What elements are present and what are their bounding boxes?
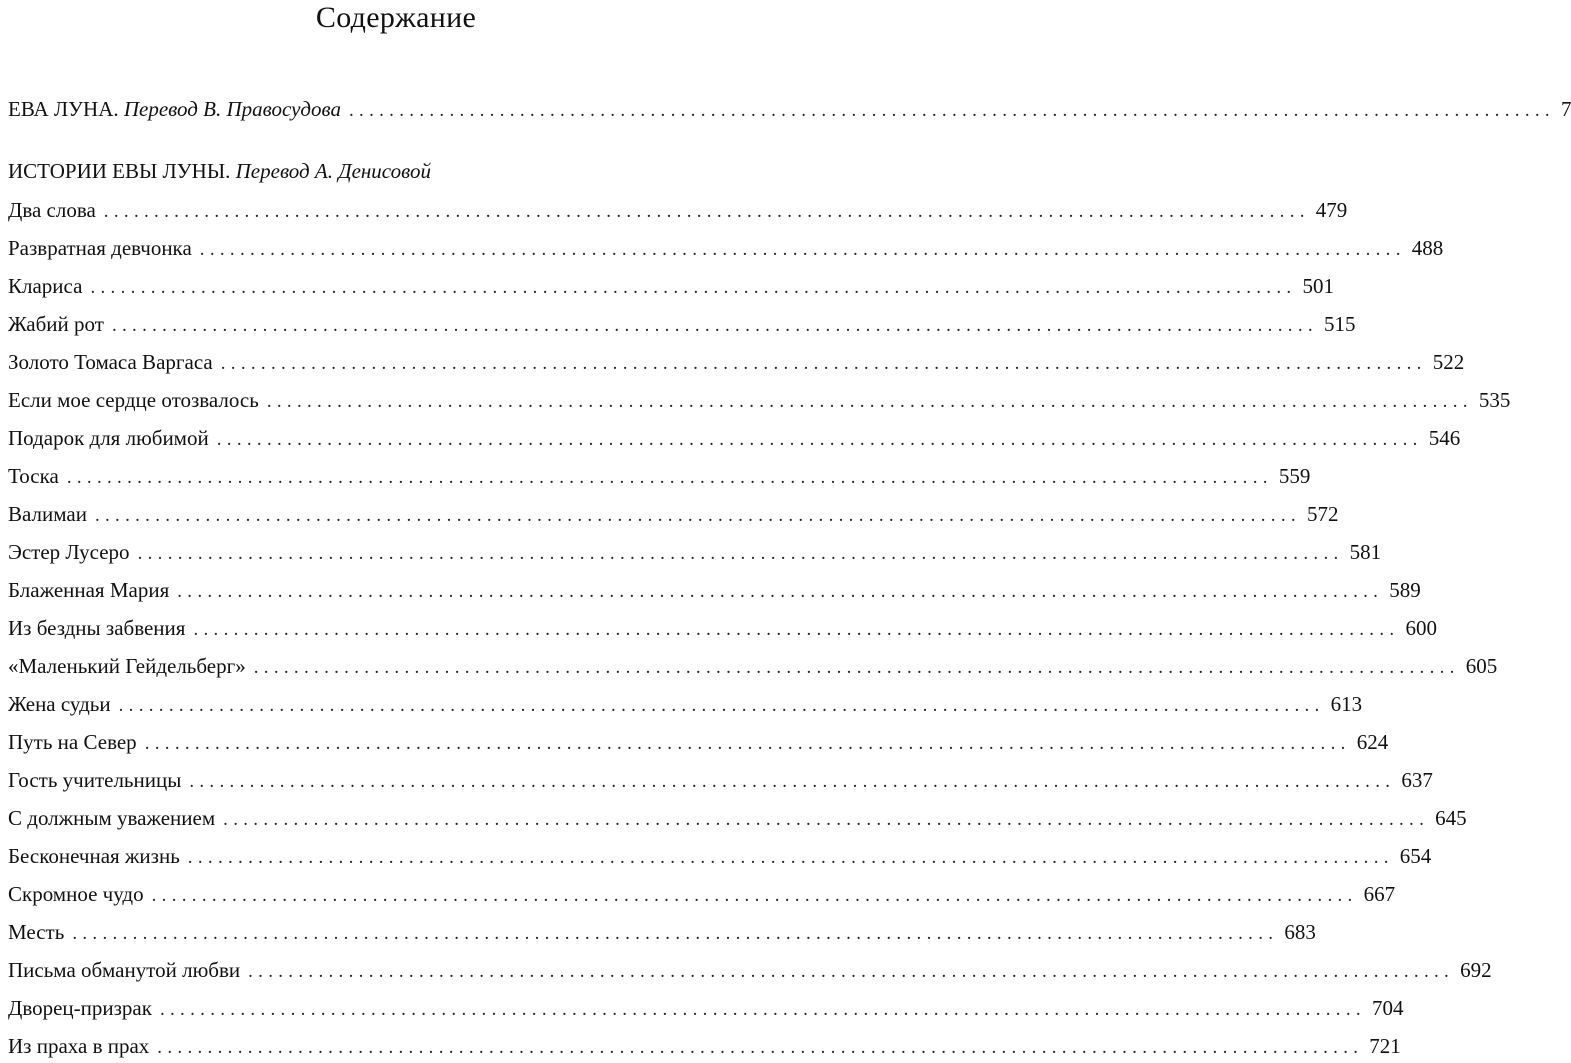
dot-leader: ........................................................................................................................ bbox=[348, 100, 1555, 121]
page-number: 501 bbox=[1302, 274, 1334, 298]
page-number: 637 bbox=[1401, 768, 1433, 792]
page-number: 522 bbox=[1432, 350, 1465, 374]
entry-title: «Маленький Гейдельберг» bbox=[8, 654, 246, 678]
dot-leader: ........................................................................................................................ bbox=[111, 315, 1318, 336]
entry-title: Золото Томаса Варгаса bbox=[8, 350, 213, 374]
page-number: 535 bbox=[1478, 388, 1511, 412]
page-number: 559 bbox=[1278, 464, 1311, 488]
dot-leader: ........................................................................................................................ bbox=[248, 961, 1455, 982]
toc-entry[interactable] bbox=[8, 537, 1382, 567]
page-number: 572 bbox=[1306, 502, 1339, 526]
dot-leader: ........................................................................................................................ bbox=[103, 201, 1310, 222]
toc-entry[interactable] bbox=[8, 309, 1356, 339]
dot-leader: ........................................................................................................................ bbox=[193, 619, 1400, 640]
entry-title: Месть bbox=[8, 920, 65, 944]
toc-entry[interactable] bbox=[8, 803, 1467, 833]
toc-entry[interactable] bbox=[8, 195, 1348, 225]
entry-title bbox=[8, 94, 349, 124]
toc-entry[interactable] bbox=[8, 385, 1511, 415]
section-title: ИСТОРИИ ЕВЫ ЛУНЫ. bbox=[8, 159, 231, 183]
toc-entry[interactable] bbox=[8, 499, 1339, 529]
toc-entry[interactable] bbox=[8, 575, 1421, 605]
toc-entry[interactable] bbox=[8, 917, 1316, 947]
entry-title: Бесконечная жизнь bbox=[8, 844, 180, 868]
page-number: 667 bbox=[1363, 882, 1396, 906]
dot-leader: ........................................................................................................................ bbox=[72, 923, 1279, 944]
page-number: 704 bbox=[1371, 996, 1404, 1020]
page-number: 479 bbox=[1315, 198, 1348, 222]
toc-entry[interactable] bbox=[8, 993, 1404, 1023]
page-number: 624 bbox=[1356, 730, 1389, 754]
toc-entry[interactable] bbox=[8, 765, 1433, 795]
entry-title: Жена судьи bbox=[8, 692, 111, 716]
page-number: 515 bbox=[1323, 312, 1356, 336]
dot-leader: ........................................................................................................................ bbox=[157, 1037, 1364, 1058]
toc-entry[interactable] bbox=[8, 727, 1389, 757]
dot-leader: ........................................................................................................................ bbox=[118, 695, 1325, 716]
toc-entry[interactable] bbox=[8, 955, 1492, 985]
entry-title: Жабий рот bbox=[8, 312, 104, 336]
entry-title: Валимаи bbox=[8, 502, 87, 526]
entry-title: С должным уважением bbox=[8, 806, 216, 830]
page-number: 692 bbox=[1460, 958, 1492, 982]
entry-title: Скромное чудо bbox=[8, 882, 144, 906]
page-number: 600 bbox=[1405, 616, 1437, 640]
dot-leader: ........................................................................................................................ bbox=[216, 429, 1423, 450]
dot-leader: ........................................................................................................................ bbox=[66, 467, 1273, 488]
entry-title: Дворец-призрак bbox=[8, 996, 152, 1020]
page-number: 645 bbox=[1435, 806, 1467, 830]
entry-title: Блаженная Мария bbox=[8, 578, 170, 602]
page-number: 613 bbox=[1330, 692, 1363, 716]
toc-entry[interactable] bbox=[8, 879, 1396, 909]
page-number: 721 bbox=[1369, 1034, 1401, 1058]
toc-entry[interactable] bbox=[8, 461, 1311, 491]
page-title: Содержание bbox=[315, 1, 477, 34]
dot-leader: ........................................................................................................................ bbox=[187, 847, 1394, 868]
page-number: 605 bbox=[1465, 654, 1498, 678]
entry-title: Два слова bbox=[8, 198, 96, 222]
entry-title: Из праха в прах bbox=[8, 1034, 150, 1058]
entry-title: Клариса bbox=[8, 274, 83, 298]
dot-leader: ........................................................................................................................ bbox=[90, 277, 1297, 298]
toc-entry[interactable] bbox=[8, 651, 1498, 681]
page-number: 654 bbox=[1399, 844, 1432, 868]
entry-title: Из бездны забвения bbox=[8, 616, 186, 640]
entry-title: Путь на Север bbox=[8, 730, 137, 754]
toc-entry[interactable] bbox=[8, 841, 1432, 871]
page-number: 7 bbox=[1560, 97, 1571, 121]
entry-title: Гость учительницы bbox=[8, 768, 182, 792]
page-number: 589 bbox=[1389, 578, 1421, 602]
toc-entry[interactable] bbox=[8, 1031, 1401, 1061]
entry-title: Эстер Лусеро bbox=[8, 540, 130, 564]
dot-leader: ........................................................................................................................ bbox=[137, 543, 1344, 564]
page-number: 488 bbox=[1411, 236, 1444, 260]
toc-entry[interactable] bbox=[8, 233, 1444, 263]
dot-leader: ........................................................................................................................ bbox=[159, 999, 1366, 1020]
toc-entry[interactable] bbox=[8, 423, 1461, 453]
novel-title: ЕВА ЛУНА. bbox=[8, 97, 119, 121]
dot-leader: ........................................................................................................................ bbox=[253, 657, 1460, 678]
dot-leader: ........................................................................................................................ bbox=[144, 733, 1351, 754]
dot-leader: ........................................................................................................................ bbox=[266, 391, 1473, 412]
toc-entry[interactable] bbox=[8, 689, 1363, 719]
dot-leader: ........................................................................................................................ bbox=[94, 505, 1301, 526]
entry-title: Развратная девчонка bbox=[8, 236, 192, 260]
novel-translator: Перевод В. Правосудова bbox=[123, 97, 341, 121]
dot-leader: ........................................................................................................................ bbox=[199, 239, 1406, 260]
toc-entry-novel[interactable] bbox=[8, 94, 1571, 124]
section-heading bbox=[8, 156, 786, 186]
toc-entry[interactable] bbox=[8, 271, 1334, 301]
entry-title: Подарок для любимой bbox=[8, 426, 209, 450]
dot-leader: ........................................................................................................................ bbox=[189, 771, 1396, 792]
dot-leader: ........................................................................................................................ bbox=[223, 809, 1430, 830]
dot-leader: ........................................................................................................................ bbox=[177, 581, 1384, 602]
entry-title: Тоска bbox=[8, 464, 59, 488]
toc-entry[interactable] bbox=[8, 613, 1437, 643]
dot-leader: ........................................................................................................................ bbox=[151, 885, 1358, 906]
toc-entry[interactable] bbox=[8, 347, 1465, 377]
dot-leader: ........................................................................................................................ bbox=[220, 353, 1427, 374]
entry-title: Письма обманутой любви bbox=[8, 958, 241, 982]
page-number: 581 bbox=[1349, 540, 1382, 564]
page-number: 683 bbox=[1284, 920, 1316, 944]
page-number: 546 bbox=[1428, 426, 1461, 450]
entry-title: Если мое сердце отозвалось bbox=[8, 388, 259, 412]
section-translator: Перевод А. Денисовой bbox=[235, 159, 431, 183]
